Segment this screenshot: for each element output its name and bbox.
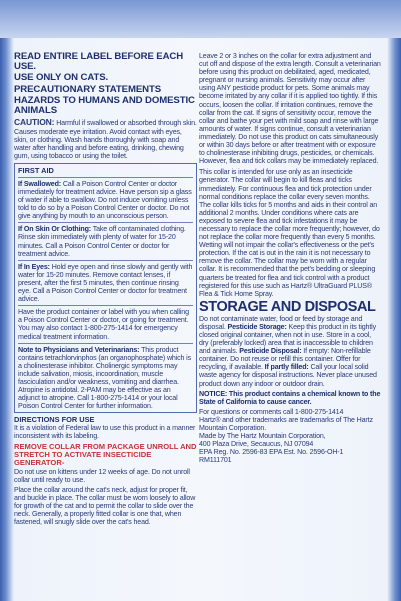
note-text: This product contains tetrachlorvinphos (an organophosphate) which is a cholinesterase inhibitor. Cholinergic symptoms may include salivation, miosis, incoordination, muscle fasciculation and/or weakness, vomiting and diarrhea. Atropine is antidotal. 2-PAM may be effective as an adjunct to atropine. Call 1-800-275-1414 or your local Poison Control Center for further information. (18, 345, 191, 411)
made-by-line: Made by The Hartz Mountain Corporation, (199, 432, 326, 441)
first-aid-divider (18, 305, 193, 306)
label-heading-cats: USE ONLY ON CATS. (14, 71, 109, 83)
questions-line: For questions or comments call 1-800-275-1414 (199, 407, 344, 416)
first-aid-divider (18, 222, 193, 223)
first-aid-product: Have the product container or label with you when calling a Poison Control Center or doctor, or going for treatment. You may also contact 1-800-275-1414 for emergency medical treatment information. (18, 308, 189, 341)
first-aid-divider (18, 177, 193, 178)
collar-adjustment-text: Leave 2 or 3 inches on the collar for extra adjustment and cut off and dispose of the extra length. Consult a veterinarian before using this product on debilitated, aged, medicated, pregnant or nursing animals. Sensitivity may occur after using ANY pesticide product for pets. Some animals may become irritated by any collar if it is applied too tightly. If this occurs, loosen the collar. If irritation continues, remove the collar from the cat. If signs of sensitivity occur, remove the collar and bathe your pet with mild soap and rinse with large amounts of water. If signs continue, consult a veterinarian immediately. Do not use this product on cats simultaneously or within 30 days before or after treatment with or exposure to cholinesterase inhibiting drugs, pesticides, or chemicals. However, flea and tick collars may be immediately replaced. (199, 52, 381, 166)
eyes-label: If In Eyes: (18, 262, 50, 271)
skin-label: If On Skin Or Clothing: (18, 225, 91, 234)
disposal-text: If empty: Non-refillable container. Do not reuse or refill this container. Offer for recycling, if available. (199, 347, 371, 372)
place-collar-text: Place the collar around the cat's neck, adjust for proper fit, and buckle in place. The collar must be worn loosely to allow for growth of the cat and to permit the collar to slide over the neck. Generally, a properly fitted collar is one that, when fastened, will snugly slide over the cat's head. (14, 485, 196, 527)
remove-collar-warning: REMOVE COLLAR FROM PACKAGE UNROLL AND STRETCH TO ACTIVATE INSECTICIDE GENERATOR- (14, 441, 197, 468)
first-aid-eyes (18, 263, 193, 303)
package-top-band (0, 0, 401, 38)
insecticide-generator-text: This collar is intended for use only as an insecticide generator. The collar will begin to kill fleas and ticks immediately. For continuous flea and tick protection under normal conditions replace the collar every seven months. The collar kills ticks for 5 months and aids in their control an additional 2 months. Under conditions where cats are exposed to severe flea and tick infestations it may be necessary to replace the collar more frequently; however, do not replace the collar more frequently than every 5 months. Wetting will not impair the collar's effectiveness or the pet's protection. If the cat is out in the rain it is not necessary to remove the collar. The collar may be worn with a regular collar. It is recommended that the pet's bedding or sleeping quarters be treated for flea and tick control with a product registered for this use such as Hartz® UltraGuard PLUS® Flea & Tick Home Spray. (199, 168, 380, 298)
first-aid-note (18, 346, 193, 411)
label-heading-hazards: HAZARDS TO HUMANS AND DOMESTIC ANIMALS (14, 94, 195, 117)
eyes-text: Hold eye open and rinse slowly and gently with water for 15-20 minutes. Remove contact lenses, if present, after the first 5 minutes, then continue rinsing eye. Call a Poison Control Center or doctor for treatment advice. (18, 262, 193, 304)
right-column (199, 52, 381, 465)
epa-line: EPA Reg. No. 2596-83 EPA Est. No. 2596-OH-1 (199, 448, 344, 457)
storage-intro: Do not contaminate water, food or feed by storage and disposal. (199, 314, 363, 331)
address-line: 400 Plaza Drive, Secaucus, NJ 07094 (199, 440, 314, 449)
directions-title: DIRECTIONS FOR USE (14, 415, 95, 425)
first-aid-title: FIRST AID (18, 165, 54, 175)
first-aid-skin (18, 225, 193, 257)
product-code: RM111701 (199, 456, 232, 465)
directions-more: Do not use on kittens under 12 weeks of age. Do not unroll collar until ready to use. (14, 467, 190, 484)
left-column (14, 52, 197, 526)
caution-text: Harmful if swallowed or absorbed through skin. Causes moderate eye irritation. Avoid contact with eyes, skin, or clothing. Wash hands thoroughly with soap and water after handling and before eating, drinking, chewing gum, using tobacco or using the toilet. (14, 119, 197, 160)
directions-text: It is a violation of Federal law to use this product in a manner inconsistent with its labeling. (14, 424, 196, 441)
storage-label: Pesticide Storage: (227, 322, 287, 331)
first-aid-divider (18, 260, 193, 261)
partly-filled-label: If partly filled: (264, 363, 309, 372)
first-aid-box (14, 163, 197, 413)
trademarks-line: Hartz® and other trademarks are trademarks of The Hartz Mountain Corporation. (199, 415, 373, 433)
storage-disposal-text (199, 315, 381, 388)
storage-disposal-title: STORAGE AND DISPOSAL (199, 298, 376, 315)
disposal-label: Pesticide Disposal: (239, 347, 302, 356)
first-aid-divider (18, 343, 193, 344)
california-notice: NOTICE: This product contains a chemical known to the State of California to cause cancer. (199, 389, 381, 406)
note-label: Note to Physicians and Veterinarians: (18, 345, 140, 354)
swallowed-label: If Swallowed: (18, 179, 61, 188)
label-heading-precaution: PRECAUTIONARY STATEMENTS (14, 84, 162, 96)
first-aid-swallowed (18, 180, 193, 220)
storage-text: Keep this product in its tightly closed original container, when not in use. Store in a cool, dry (preferably locked) area that is inaccessible to children and animals. (199, 322, 376, 356)
skin-text: Take off contaminated clothing. Rinse skin immediately with plenty of water for 15-20 minutes. Call a Poison Control Center or doctor for treatment advice. (18, 225, 186, 258)
caution-paragraph (14, 118, 197, 159)
label-heading-read: READ ENTIRE LABEL BEFORE EACH USE. (14, 51, 184, 73)
swallowed-text: Call a Poison Control Center or doctor immediately for treatment advice. Have person sip a glass of water if able to swallow. Do not induce vomiting unless told to do so by a Poison Control Center or doctor. Do not give anything by mouth to an unconscious person. (18, 179, 192, 221)
partly-filled-text: Call your local solid waste agency for disposal instructions. Never place unused product down any indoor or outdoor drain. (199, 363, 377, 388)
caution-label: CAUTION: (14, 117, 55, 128)
